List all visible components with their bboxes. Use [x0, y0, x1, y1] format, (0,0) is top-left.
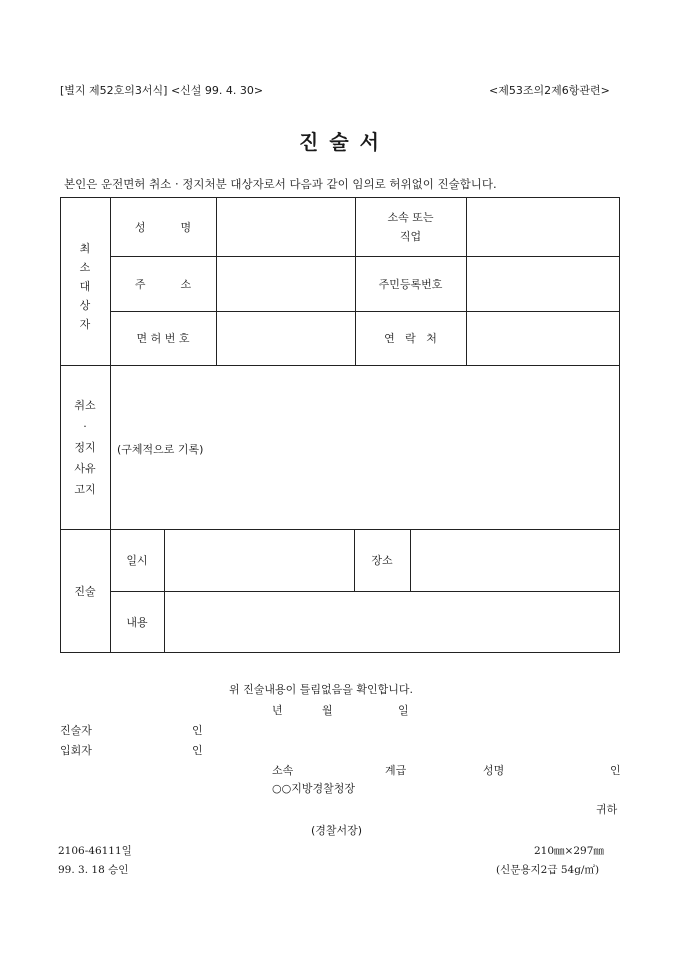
witness-label: 입회자 — [60, 744, 92, 757]
witness-seal: 인 — [192, 744, 203, 757]
reason-label-line: 고지 — [74, 482, 96, 496]
reason-field[interactable] — [111, 366, 619, 529]
confirmation-text: 위 진술내용이 틀림없음을 확인합니다. — [229, 683, 414, 696]
affiliation-label — [355, 197, 466, 256]
target-label-char: 상 — [79, 298, 91, 312]
address-label: 주 소 — [134, 277, 192, 291]
reason-placeholder: (구체적으로 기록) — [117, 443, 204, 456]
related-clause: <제53조의2제6항관련> — [489, 84, 610, 97]
paper-size: 210㎜×297㎜ — [534, 845, 604, 857]
approval-date: 99. 3. 18 승인 — [58, 864, 129, 876]
officer-affiliation-label: 소속 — [272, 764, 294, 777]
reason-label-line: · — [83, 419, 87, 433]
addressee-honorific: 귀하 — [596, 803, 618, 816]
form-code: 2106-46111일 — [58, 845, 132, 857]
content-label: 내용 — [126, 616, 148, 629]
stater-seal: 인 — [192, 724, 203, 737]
reason-label-line: 취소 — [74, 398, 96, 412]
content-field[interactable] — [165, 592, 619, 652]
reason-label-line: 정지 — [74, 440, 96, 454]
place-label: 장소 — [371, 554, 393, 567]
affiliation-label-line1: 소속 또는 — [387, 210, 434, 224]
agency-name: ○○지방경찰청장 — [272, 782, 355, 795]
name-label: 성 명 — [134, 220, 192, 234]
datetime-field[interactable] — [165, 530, 354, 591]
intro-statement: 본인은 운전면허 취소 · 정지처분 대상자로서 다음과 같이 임의로 허위없이 진술합니다. — [64, 177, 497, 191]
officer-seal: 인 — [610, 764, 621, 777]
target-label-char: 대 — [79, 279, 91, 293]
contact-label: 연 락 처 — [384, 332, 437, 345]
name-field[interactable] — [217, 198, 355, 256]
target-section-label — [60, 197, 110, 365]
license-number-label: 면 허 번 호 — [136, 332, 190, 345]
police-chief-label: (경찰서장) — [311, 824, 363, 837]
target-label-char: 자 — [79, 317, 91, 331]
stater-label: 진술자 — [60, 724, 92, 737]
license-number-field[interactable] — [217, 312, 355, 365]
resident-number-field[interactable] — [467, 257, 619, 311]
datetime-label: 일시 — [126, 554, 148, 567]
address-field[interactable] — [217, 257, 355, 311]
statement-section-label: 진술 — [74, 585, 96, 598]
reason-label-line: 사유 — [74, 461, 96, 475]
place-field[interactable] — [411, 530, 619, 591]
target-label-char: 최 — [79, 241, 91, 255]
date-year: 년 — [272, 704, 283, 717]
contact-field[interactable] — [467, 312, 619, 365]
date-day: 일 — [398, 704, 409, 717]
document-title: 진 술 서 — [299, 130, 381, 154]
resident-number-label: 주민등록번호 — [378, 277, 443, 291]
paper-spec: (신문용지2급 54g/㎡) — [496, 864, 600, 876]
reason-section-label — [60, 365, 110, 529]
date-month: 월 — [322, 704, 333, 717]
form-reference: [별지 제52호의3서식] <신설 99. 4. 30> — [60, 84, 264, 97]
officer-rank-label: 계급 — [385, 764, 407, 777]
target-label-char: 소 — [79, 260, 91, 274]
affiliation-field[interactable] — [467, 198, 619, 256]
affiliation-label-line2: 직업 — [399, 229, 422, 243]
officer-name-label: 성명 — [483, 764, 505, 777]
